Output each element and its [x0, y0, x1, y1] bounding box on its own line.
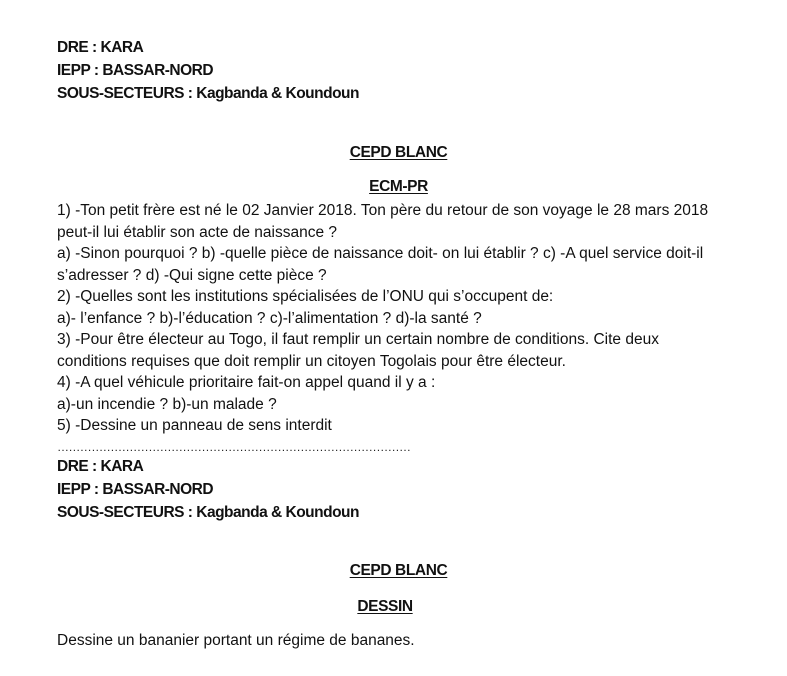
header-iepp: IEPP : BASSAR-NORD — [57, 481, 214, 498]
question-line: s’adresser ? d) -Qui signe cette pièce ? — [57, 266, 327, 284]
exam-title: CEPD BLANC — [349, 144, 448, 161]
question-line: 4) -A quel véhicule prioritaire fait-on appel quand il y a : — [57, 374, 436, 391]
question-line: conditions requises que doit remplir un citoyen Togolais pour être électeur. — [57, 352, 566, 370]
question-line: 3) -Pour être électeur au Togo, il faut remplir un certain nombre de conditions. Cite deux — [57, 331, 659, 348]
subject-title: DESSIN — [357, 598, 413, 615]
header-iepp: IEPP : BASSAR-NORD — [57, 62, 214, 79]
dotted-separator: ………………………………………………………………………………… — [57, 440, 411, 454]
header-dre: DRE : KARA — [57, 458, 144, 475]
question-line: a) -Sinon pourquoi ? b) -quelle pièce de naissance doit- on lui établir ? c) -A quel service doit-il — [57, 245, 704, 262]
header-sous-secteurs: SOUS-SECTEURS : Kagbanda & Koundoun — [57, 85, 359, 102]
exam-title: CEPD BLANC — [349, 562, 448, 579]
question-line: 1) -Ton petit frère est né le 02 Janvier 2018. Ton père du retour de son voyage le 28 mars 2018 — [57, 202, 709, 219]
question-line: a)-un incendie ? b)-un malade ? — [57, 395, 277, 413]
question-line: 5) -Dessine un panneau de sens interdit — [57, 417, 332, 434]
drawing-instruction: Dessine un bananier portant un régime de bananes. — [57, 632, 415, 649]
header-sous-secteurs: SOUS-SECTEURS : Kagbanda & Koundoun — [57, 504, 359, 521]
question-line: 2) -Quelles sont les institutions spécialisées de l’ONU qui s’occupent de: — [57, 288, 554, 305]
question-line: peut-il lui établir son acte de naissance ? — [57, 223, 338, 241]
question-line: a)- l’enfance ? b)-l’éducation ? c)-l’alimentation ? d)-la santé ? — [57, 309, 482, 327]
questions-block — [57, 200, 747, 437]
subject-title: ECM-PR — [369, 178, 428, 195]
header-dre: DRE : KARA — [57, 39, 144, 56]
